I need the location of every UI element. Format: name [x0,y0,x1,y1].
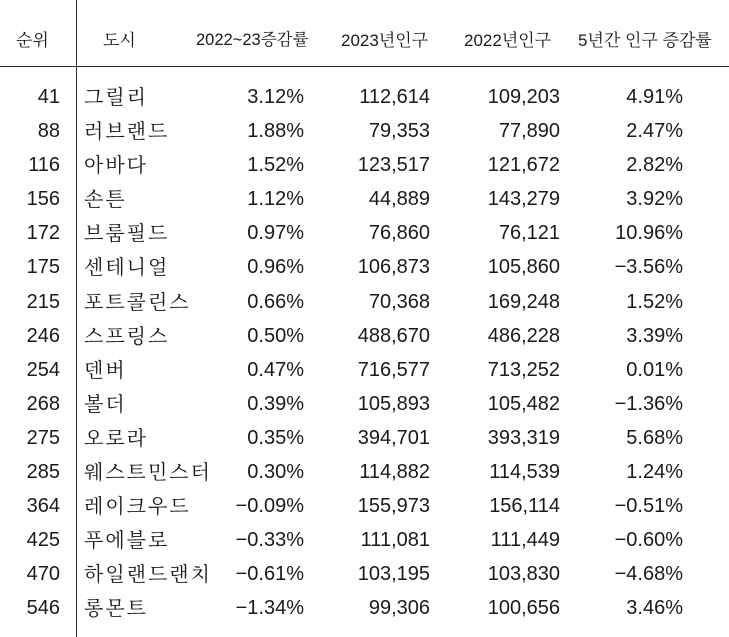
table-row [0,421,729,455]
cell-city: 웨스트민스터 [84,460,212,485]
cell-rank: 175 [26,256,60,279]
cell-change-5yr: −0.60% [614,529,683,552]
cell-rank: 285 [26,461,60,484]
cell-population-2023: 111,081 [360,529,430,552]
cell-population-2022: 105,482 [487,392,560,415]
cell-change-2022-23: 0.66% [247,290,304,313]
cell-rank: 172 [26,222,60,245]
cell-change-5yr: 1.52% [626,290,683,313]
table-row [0,455,729,489]
cell-rank: 254 [26,358,60,381]
cell-population-2023: 70,368 [368,290,430,313]
cell-population-2022: 486,228 [487,324,560,347]
cell-population-2023: 103,195 [357,563,430,586]
cell-population-2022: 121,672 [487,154,560,177]
table-row [0,285,729,319]
table-row [0,319,729,353]
cell-change-2022-23: 0.97% [247,222,304,245]
cell-population-2022: 100,656 [487,597,560,620]
table-row [0,557,729,591]
cell-population-2023: 76,860 [368,222,430,245]
table-row [0,182,729,216]
cell-rank: 275 [26,426,60,449]
cell-population-2022: 143,279 [487,188,560,211]
cell-population-2022: 156,114 [489,495,560,518]
cell-change-5yr: 1.24% [626,461,683,484]
cell-change-2022-23: 0.96% [247,256,304,279]
header-change-5yr: 5년간 인구 증감률 [578,31,712,50]
header-rank: 순위 [16,31,49,50]
cell-rank: 215 [26,290,60,313]
cell-rank: 156 [26,188,60,211]
cell-change-5yr: −3.56% [614,256,683,279]
cell-population-2022: 114,539 [489,461,560,484]
cell-change-5yr: 2.47% [626,120,683,143]
cell-change-5yr: 0.01% [626,358,683,381]
cell-city: 그릴리 [84,85,148,109]
table-row [0,591,729,625]
cell-population-2023: 99,306 [368,597,430,620]
cell-change-5yr: 3.92% [626,188,683,211]
cell-change-2022-23: 1.88% [247,120,304,143]
header-change-2022-23: 2022~23증감률 [196,31,309,49]
header-population-2023: 2023년인구 [341,31,429,50]
header-population-2022: 2022년인구 [464,31,552,50]
cell-city: 레이크우드 [84,494,191,519]
cell-population-2023: 44,889 [368,188,430,211]
cell-change-2022-23: 0.30% [247,461,304,484]
cell-change-2022-23: 0.39% [247,392,304,415]
cell-population-2023: 123,517 [357,154,430,177]
cell-city: 하일랜드랜치 [84,562,212,587]
cell-population-2023: 155,973 [357,495,430,518]
cell-rank: 116 [28,154,60,177]
header-divider-horizontal [0,66,729,67]
cell-change-2022-23: 0.47% [247,358,304,381]
cell-city: 손튼 [84,187,127,212]
cell-rank: 546 [26,597,60,620]
cell-city: 아바다 [84,153,148,178]
cell-rank: 88 [37,120,60,143]
cell-population-2023: 112,614 [359,86,430,108]
table-row [0,114,729,148]
cell-change-5yr: 3.39% [626,324,683,347]
cell-change-5yr: 2.82% [626,154,683,177]
cell-city: 스프링스 [84,323,170,348]
cell-city: 롱몬트 [84,596,148,621]
cell-population-2022: 109,203 [487,86,560,108]
cell-change-5yr: −4.68% [614,563,683,586]
cell-change-2022-23: 1.52% [247,154,304,177]
cell-change-2022-23: −0.09% [235,495,304,518]
cell-city: 오로라 [84,425,148,450]
header-city: 도시 [103,31,136,50]
cell-population-2023: 114,882 [359,461,430,484]
cell-city: 브룸필드 [84,221,170,246]
cell-population-2022: 393,319 [487,426,560,449]
cell-population-2022: 77,890 [498,120,560,143]
cell-change-2022-23: 0.35% [247,426,304,449]
table-row [0,387,729,421]
cell-change-2022-23: −0.61% [235,563,304,586]
table-row [0,148,729,182]
cell-change-2022-23: 0.50% [247,324,304,347]
cell-population-2023: 105,893 [357,392,430,415]
cell-rank: 41 [37,86,60,108]
cell-population-2022: 103,830 [487,563,560,586]
table-row [0,216,729,250]
cell-rank: 470 [26,563,60,586]
cell-population-2022: 105,860 [487,256,560,279]
cell-change-2022-23: −1.34% [235,597,304,620]
table-row [0,489,729,523]
cell-city: 포트콜린스 [84,289,191,314]
cell-population-2022: 169,248 [487,290,560,313]
table-row [0,353,729,387]
cell-population-2022: 111,449 [490,529,560,552]
cell-change-2022-23: 3.12% [247,86,304,108]
cell-city: 볼더 [84,391,127,416]
cell-population-2023: 394,701 [357,426,430,449]
cell-change-5yr: −1.36% [614,392,683,415]
cell-change-5yr: 3.46% [626,597,683,620]
table-row [0,523,729,557]
cell-city: 러브랜드 [84,119,170,144]
cell-population-2022: 713,252 [487,358,560,381]
cell-city: 센테니얼 [84,255,170,280]
cell-change-5yr: 4.91% [626,86,683,108]
cell-population-2023: 716,577 [357,358,430,381]
cell-rank: 364 [26,495,60,518]
table-header [0,26,729,60]
table-row [0,80,729,114]
cell-change-5yr: 5.68% [626,426,683,449]
table-body [0,80,729,626]
cell-change-2022-23: −0.33% [235,529,304,552]
cell-city: 덴버 [84,357,127,382]
cell-change-2022-23: 1.12% [247,188,304,211]
cell-city: 푸에블로 [84,528,170,553]
cell-rank: 425 [26,529,60,552]
cell-change-5yr: −0.51% [614,495,683,518]
cell-population-2023: 106,873 [357,256,430,279]
table-row [0,250,729,284]
cell-rank: 246 [26,324,60,347]
cell-population-2022: 76,121 [498,222,560,245]
cell-population-2023: 488,670 [357,324,430,347]
cell-change-5yr: 10.96% [615,222,683,245]
cell-rank: 268 [26,392,60,415]
cell-population-2023: 79,353 [368,120,430,143]
